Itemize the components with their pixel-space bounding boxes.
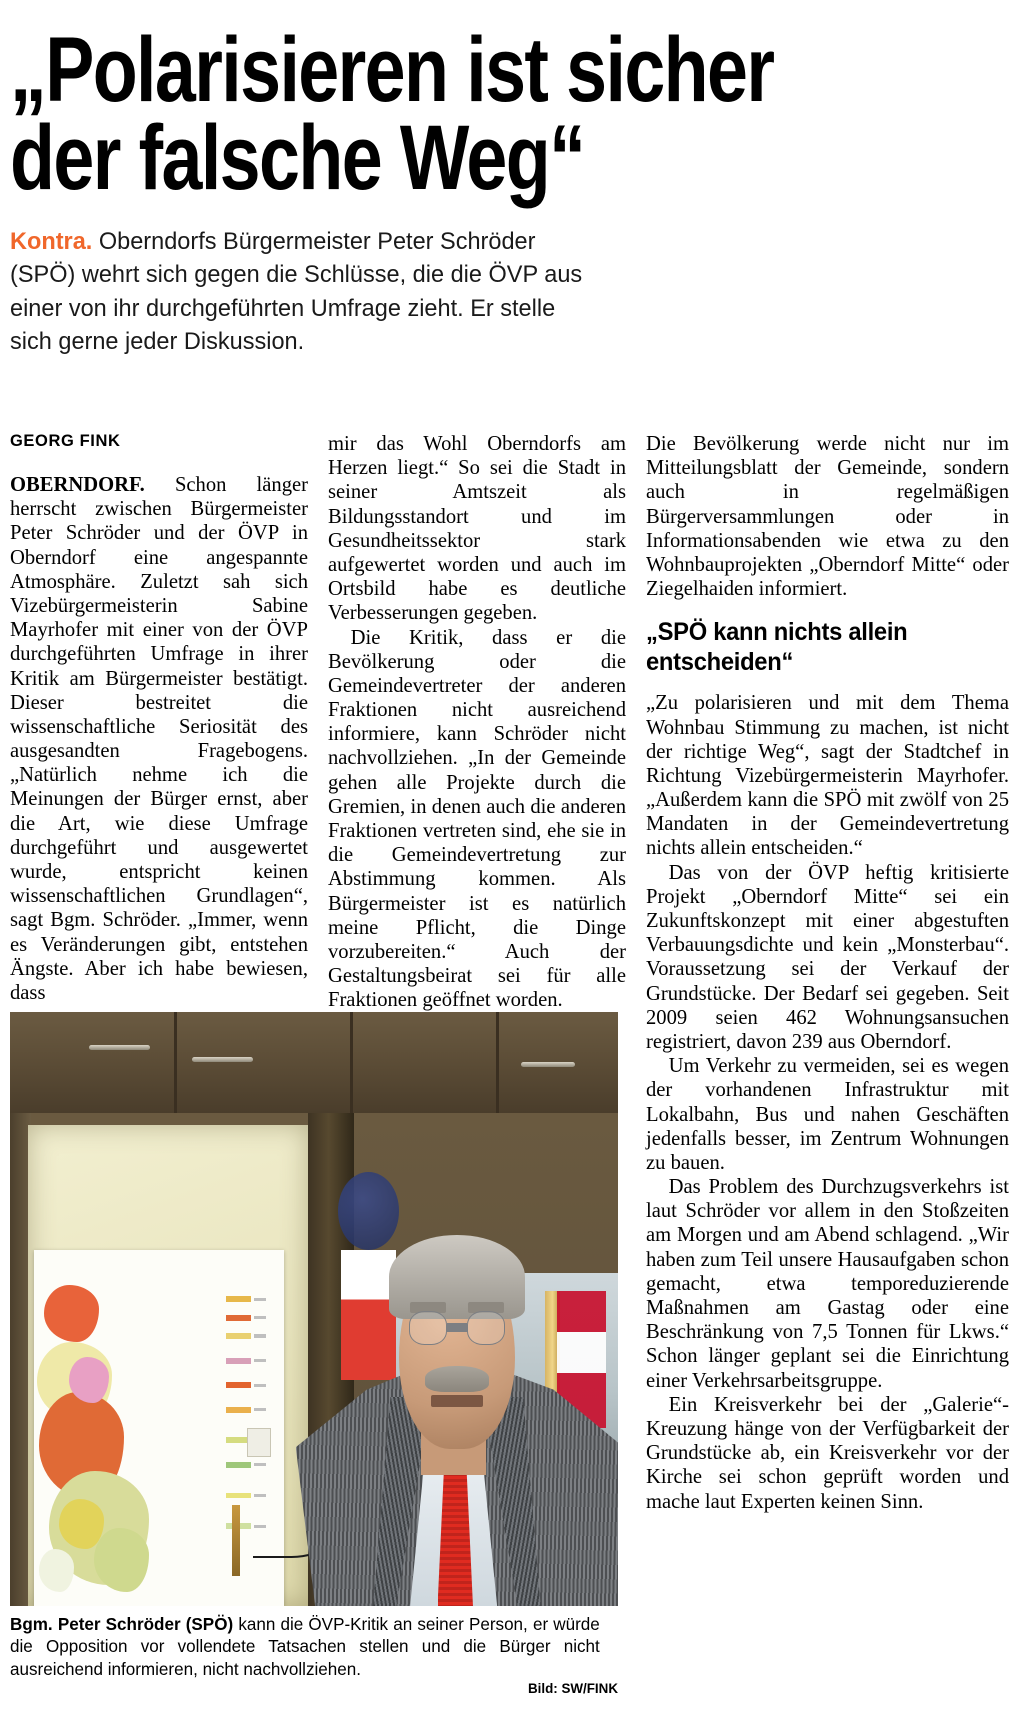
page-title: [10, 0, 1017, 210]
legend-line: [254, 1408, 266, 1411]
legend-line: [254, 1334, 266, 1337]
legend-swatch: [226, 1462, 251, 1468]
paragraph: Um Verkehr zu vermeiden, sei es wegen der vorhandenen Infrastruktur mit Lokalbahn, Bus und nahen Geschäften jedenfalls besser, im Zentrum Wohnungen zu bauen.: [646, 1055, 1009, 1174]
photo-caption: [10, 1613, 600, 1680]
lead-paragraph: [10, 225, 586, 359]
paragraph: Das von der ÖVP heftig kritisierte Projekt „Oberndorf Mitte“ sei ein Zukunftskonzept mit einer abgestuften Verbauungsdichte und kein „Monsterbau“. Voraussetzung sei der Verkauf der Grundstücke. Der Bedarf sei gegeben. Seit 2009 seien 462 Wohnungsansuchen registriert, davon 239 aus Oberndorf.: [646, 861, 1009, 1053]
cabinet-handle: [89, 1045, 150, 1050]
photo-credit: Bild: SW/FINK: [527, 1681, 618, 1696]
desk-pen: [232, 1505, 241, 1576]
paragraph: Das Problem des Durchzugsverkehrs ist laut Schröder vor allem in den Stoßzeiten am Morgen und am Abend schlagend. „Wir haben zum Teil unsere Hausaufgaben schon gemacht, etwa temporeduzierende Maßnahmen am Gastag oder eine Beschränkung von 7,5 Tonnen für Lkws.“ Schon länger geplant sei die Einrichtung einer Verkehrsarbeitsgruppe.: [646, 1176, 1009, 1392]
legend-swatch: [226, 1493, 251, 1499]
map-zone: [94, 1528, 149, 1592]
column-1: [10, 432, 308, 1005]
legend-line: [254, 1298, 266, 1301]
column-1-body: [10, 473, 308, 1005]
cabinet-handle: [521, 1062, 576, 1067]
column-3: [646, 432, 1009, 1514]
paragraph: mir das Wohl Oberndorfs am Herzen liegt.“ So sei die Stadt in seiner Amtszeit als Bildungsstandort und im Gesundheitssektor stark aufgewertet worden und auch im Ortsbild habe es deutliche Verbesserungen gegeben.: [328, 433, 626, 625]
paragraph: „Zu polarisieren und mit dem Thema Wohnbau Stimmung zu machen, ist nicht der richtige Weg“, sagt der Stadtchef in Richtung Vizebürgermeisterin Mayrhofer. „Außerdem kann die SPÖ mit zwölf von 25 Mandaten in der Gemeindevertretung nichts allein entscheiden.“: [646, 692, 1009, 860]
legend-line: [254, 1463, 266, 1466]
dateline: OBERNDORF.: [10, 474, 145, 496]
byline: GEORG FINK: [10, 432, 121, 450]
wall-socket: [247, 1428, 271, 1458]
legend-line: [254, 1384, 266, 1387]
map-zone: [39, 1549, 74, 1592]
column-2: [328, 432, 626, 1013]
legend-swatch: [226, 1296, 251, 1302]
legend-swatch: [226, 1407, 251, 1413]
eyeglasses-lens: [409, 1311, 448, 1345]
paragraph: Die Bevölkerung werde nicht nur im Mitteilungsblatt der Gemeinde, sondern auch in regelmäßigen Bürgerversammlungen oder in Informationsabenden wie etwa zu den Wohnbauprojekten „Oberndorf Mitte“ oder Ziegelhaiden informiert.: [646, 433, 1009, 601]
lead-text: Oberndorfs Bürgermeister Peter Schröder (SPÖ) wehrt sich gegen die Schlüsse, die die ÖVP aus einer von ihr durchgeführten Umfrage zieht. Er stelle sich gerne jeder Diskussion.: [10, 227, 583, 356]
column-2-body: [328, 432, 626, 1013]
legend-line: [254, 1316, 266, 1319]
map-zone: [44, 1285, 99, 1342]
legend-swatch: [226, 1333, 251, 1339]
paragraph: Ein Kreisverkehr bei der „Galerie“-Kreuzung hänge von der Verfügbarkeit der Grundstücke ab, ein Kreisverkehr vor der Kirche sei schon geprüft worden und mache laut Experten keinen Sinn.: [646, 1393, 1009, 1513]
photo-image: [10, 1012, 618, 1606]
paragraph-text: Schon länger herrscht zwischen Bürgermeister Peter Schröder und der ÖVP in Oberndorf eine angespannte Atmosphäre. Zuletzt sah sich Vizebürgermeisterin Sabine Mayrhofer mit einer von der ÖVP durchgeführten Umfrage in ihrer Kritik am Bürgermeister bestätigt. Dieser bestreitet die wissenschaftliche Seriosität des ausgesandten Fragebogens. „Natürlich nehme ich die Meinungen der Bürger ernst, aber die Art, wie diese Umfrage durchgeführt und ausgewertet wurde, entspricht keinen wissenschaftlichen Grundlagen“, sagt Bgm. Schröder. „Immer, wenn es Veränderungen gibt, entstehen Ängste. Aber ich habe bewiesen, dass: [10, 474, 308, 1004]
mouth: [431, 1395, 483, 1408]
article-photo: [10, 1012, 618, 1606]
subheading: „SPÖ kann nichts allein entscheiden“: [646, 618, 908, 677]
moustache: [425, 1366, 489, 1392]
headline-line-2: der falsche Weg“: [10, 107, 585, 210]
map-zone: [69, 1357, 109, 1403]
column-3-intro: [646, 432, 1009, 601]
caption-lead-in: Bgm. Peter Schröder (SPÖ): [10, 1614, 234, 1634]
column-3-body: [646, 691, 1009, 1513]
legend-swatch: [226, 1358, 251, 1364]
cabinet-handle: [192, 1057, 253, 1062]
legend-swatch: [226, 1382, 251, 1388]
eyeglasses-bridge: [447, 1323, 466, 1331]
person-mayor: [296, 1083, 618, 1606]
legend-swatch: [226, 1315, 251, 1321]
paragraph: [10, 473, 308, 1005]
paragraph: Die Kritik, dass er die Bevölkerung oder die Gemeindevertreter der anderen Fraktionen nicht ausreichend informiere, kann Schröder nicht nachvollziehen. „In der Gemeinde gehen alle Projekte durch die Gremien, in denen auch die anderen Fraktionen vertreten sind, ehe sie in die Gemeindevertretung zur Abstimmung kommen. Als Bürgermeister ist es natürlich meine Pflicht, die Dinge vorzubereiten.“ Auch der Gestaltungsbeirat sei für alle Fraktionen geöffnet worden.: [328, 626, 626, 1012]
lead-kicker: Kontra.: [10, 227, 93, 255]
caption-body: kann die ÖVP-Kritik an seiner Person, er würde die Opposition vor vollendete Tatsachen stellen und die Bürger nicht ausreichend informieren, nicht nachvollziehen.: [10, 1614, 600, 1679]
headline-line-1: „Polarisieren ist sicher: [10, 19, 774, 121]
eyeglasses-lens: [467, 1311, 506, 1345]
legend-line: [254, 1359, 266, 1362]
